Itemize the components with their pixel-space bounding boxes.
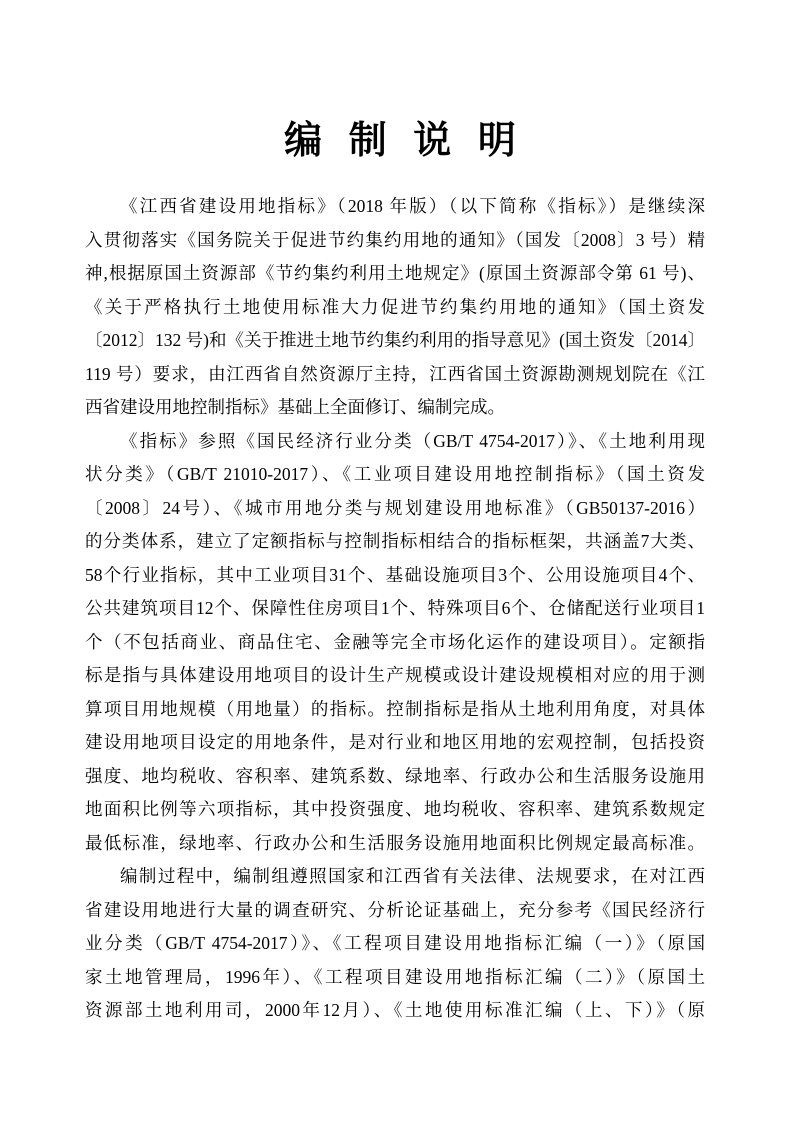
text-line: 《指标》参照《国民经济行业分类（GB/T 4754-2017）》、《土地利用现 [120,430,705,451]
text-line: 最低标准，绿地率、行政办公和生活服务设施用地面积比例规定最高标准。 [85,832,705,853]
text-line: 58个行业指标，其中工业项目31个、基础设施项目3个、公用设施项目4个、 [85,564,705,585]
text-line: 省建设用地进行大量的调查研究、分析论证基础上，充分参考《国民经济行 [85,899,705,920]
document-body [85,190,705,1028]
text-line: 强度、地均税收、容积率、建筑系数、绿地率、行政办公和生活服务设施用 [85,765,705,786]
text-line: 《关于严格执行土地使用标准大力促进节约集约用地的通知》（国土资发 [85,296,705,317]
text-line: 公共建筑项目12个、保障性住房项目1个、特殊项目6个、仓储配送行业项目1 [85,598,705,618]
text-line: 编制过程中，编制组遵照国家和江西省有关法律、法规要求，在对江西 [120,866,705,886]
text-line: 状分类》（GB/T 21010-2017）、《工业项目建设用地控制指标》（国土资发 [85,464,705,484]
page-title: 编 制 说 明 [284,120,524,162]
text-line: 的分类体系，建立了定额指标与控制指标相结合的指标框架，共涵盖7大类、 [85,531,705,551]
text-line: 入贯彻落实《国务院关于促进节约集约用地的通知》（国发〔2008〕3 号）精 [85,229,705,250]
text-line: 〔2008〕24号）、《城市用地分类与规划建设用地标准》（GB50137-2016） [85,497,705,518]
text-line: 标是指与具体建设用地项目的设计生产规模或设计建设规模相对应的用于测 [85,665,705,685]
text-line: 119 号）要求，由江西省自然资源厅主持，江西省国土资源勘测规划院在《江 [85,363,705,384]
paragraph [85,190,705,425]
text-line: 地面积比例等六项指标，其中投资强度、地均税收、容积率、建筑系数规定 [85,799,705,819]
text-line: 西省建设用地控制指标》基础上全面修订、编制完成。 [85,397,505,417]
paragraph [85,425,705,861]
text-line: 资源部土地利用司，2000年12月）、《土地使用标准汇编（上、下）》（原 [85,1000,705,1020]
text-line: 神,根据原国土资源部《节约集约利用土地规定》(原国土资源部令第 61 号)、 [85,263,705,283]
text-line: 个（不包括商业、商品住宅、金融等完全市场化运作的建设项目）。定额指 [85,631,705,652]
text-line: 家土地管理局，1996年）、《工程项目建设用地指标汇编（二）》（原国土 [85,966,705,987]
text-line: 业分类（GB/T 4754-2017）》、《工程项目建设用地指标汇编（一）》（原国 [85,933,705,953]
text-line: 《江西省建设用地指标》（2018 年版）（以下简称《指标》）是继续深 [120,196,705,216]
text-line: 建设用地项目设定的用地条件，是对行业和地区用地的宏观控制，包括投资 [85,732,705,752]
text-line: 〔2012〕132 号)和《关于推进土地节约集约利用的指导意见》(国土资发〔2014〕 [85,330,705,350]
text-line: 算项目用地规模（用地量）的指标。控制指标是指从土地利用角度，对具体 [85,698,705,719]
paragraph [85,860,705,1028]
